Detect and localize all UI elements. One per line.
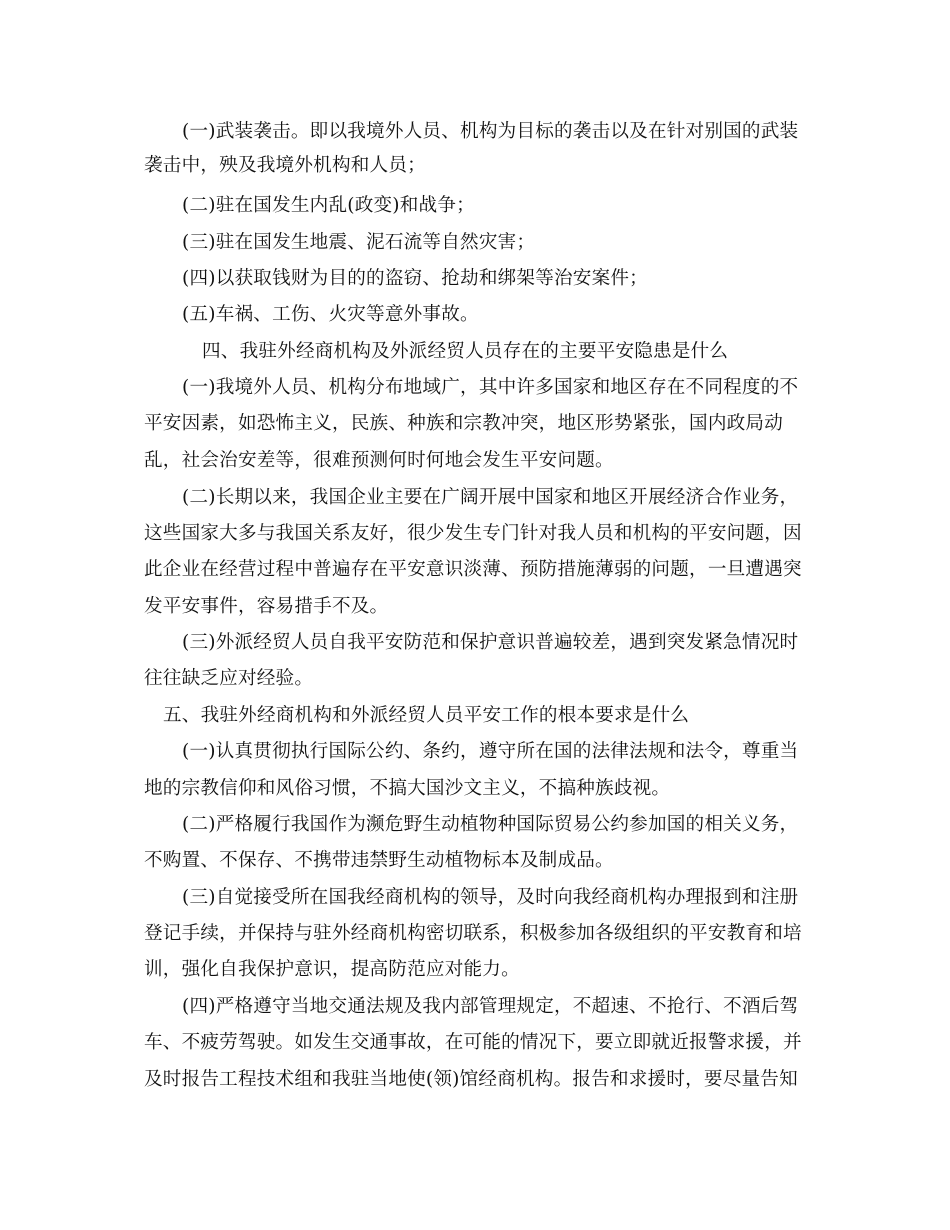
text-line: (三)自觉接受所在国我经商机构的领导，及时向我经商机构办理报到和注册 <box>182 887 799 908</box>
section-heading: 四、我驻外经商机构及外派经贸人员存在的主要平安隐患是什么 <box>202 341 729 362</box>
text-line: (二)长期以来，我国企业主要在广阔开展中国家和地区开展经济合作业务， <box>182 487 799 508</box>
text-line: 发平安事件，容易措手不及。 <box>144 596 389 617</box>
text-line: 训，强化自我保护意识，提高防范应对能力。 <box>144 959 520 980</box>
text-line: 地的宗教信仰和风俗习惯，不搞大国沙文主义，不搞种族歧视。 <box>144 778 671 799</box>
text-line: (一)武装袭击。即以我境外人员、机构为目标的袭击以及在针对别国的武装 <box>182 121 799 142</box>
text-line: 平安因素，如恐怖主义，民族、种族和宗教冲突，地区形势紧张，国内政局动 <box>144 413 783 434</box>
text-line: (一)认真贯彻执行国际公约、条约，遵守所在国的法律法规和法令，尊重当 <box>182 741 799 762</box>
text-line: 车、不疲劳驾驶。如发生交通事故，在可能的情况下，要立即就近报警求援，并 <box>144 1032 802 1053</box>
text-line: (三)外派经贸人员自我平安防范和保护意识普遍较差，遇到突发紧急情况时 <box>182 632 799 653</box>
text-line: (五)车祸、工伤、火灾等意外事故。 <box>182 304 479 325</box>
text-line: (四)严格遵守当地交通法规及我内部管理规定，不超速、不抢行、不酒后驾 <box>182 996 799 1017</box>
text-line: (二)驻在国发生内乱(政变)和战争； <box>182 195 475 216</box>
text-line: 这些国家大多与我国关系友好，很少发生专门针对我人员和机构的平安问题，因 <box>144 523 802 544</box>
text-line: 乱，社会治安差等，很难预测何时何地会发生平安问题。 <box>144 450 614 471</box>
text-line: 此企业在经营过程中普遍存在平安意识淡薄、预防措施薄弱的问题，一旦遭遇突 <box>144 559 802 580</box>
text-line: 袭击中，殃及我境外机构和人员； <box>144 155 426 176</box>
text-line: 不购置、不保存、不携带违禁野生动植物标本及制成品。 <box>144 850 614 871</box>
text-line: (二)严格履行我国作为濒危野生动植物种国际贸易公约参加国的相关义务， <box>182 814 799 835</box>
text-line: 往往缺乏应对经验。 <box>144 668 314 689</box>
text-line: 登记手续，并保持与驻外经商机构密切联系，积极参加各级组织的平安教育和培 <box>144 923 802 944</box>
text-line: (四)以获取钱财为目的的盗窃、抢劫和绑架等治安案件； <box>182 268 648 289</box>
text-line: 及时报告工程技术组和我驻当地使(领)馆经商机构。报告和求援时，要尽量告知 <box>144 1069 798 1090</box>
text-line: (一)我境外人员、机构分布地域广，其中许多国家和地区存在不同程度的不 <box>182 377 799 398</box>
section-heading: 五、我驻外经商机构和外派经贸人员平安工作的根本要求是什么 <box>163 705 690 726</box>
text-line: (三)驻在国发生地震、泥石流等自然灾害； <box>182 232 536 253</box>
